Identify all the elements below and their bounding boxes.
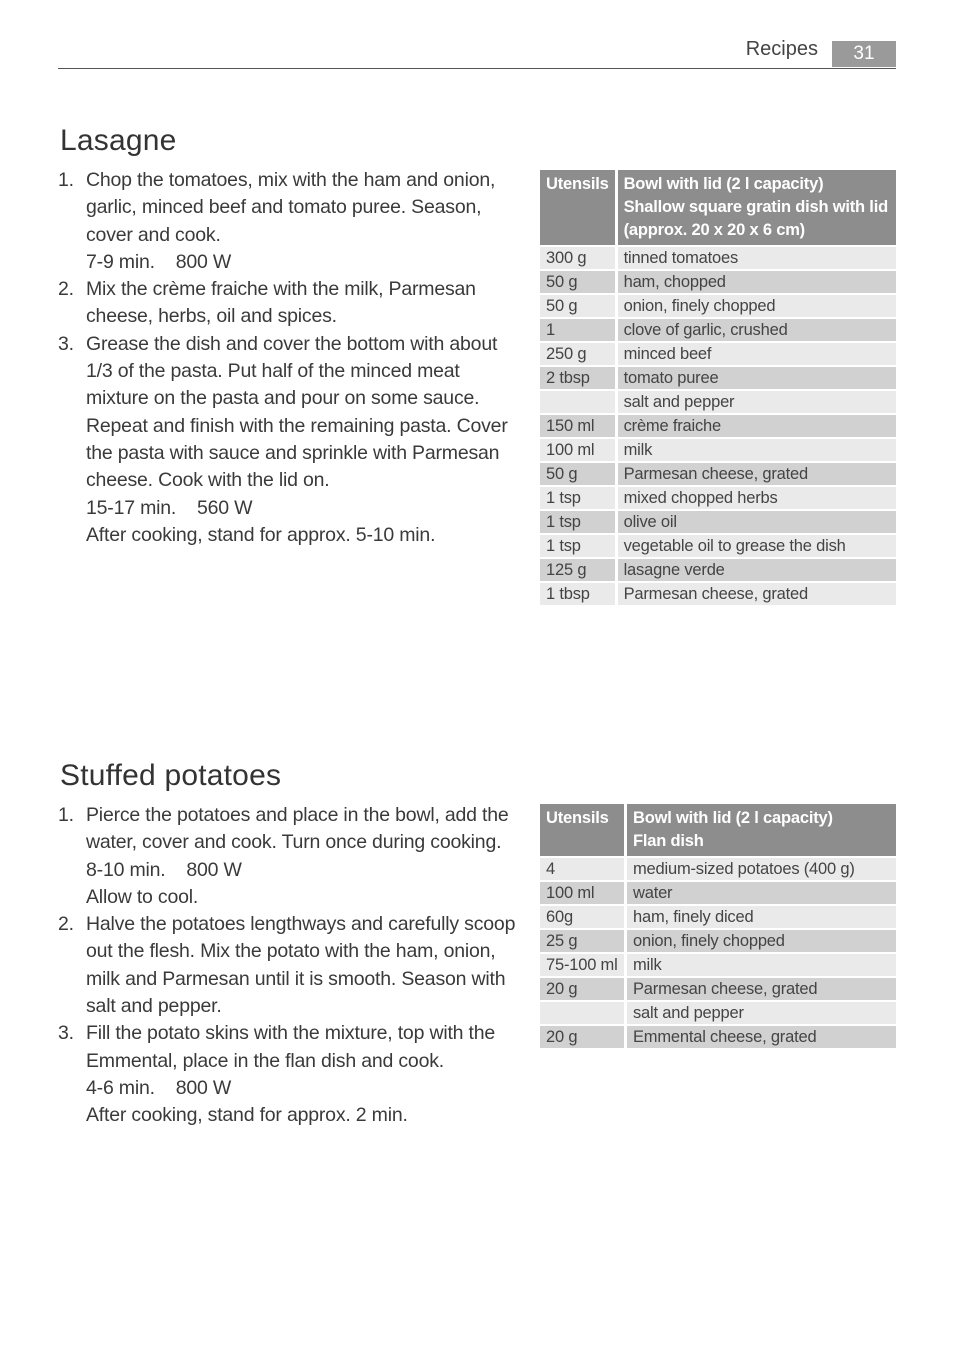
quantity: 1 tsp [540, 487, 618, 509]
quantity: 250 g [540, 343, 618, 365]
quantity: 20 g [540, 978, 627, 1000]
ingredient: Parmesan cheese, grated [618, 463, 896, 485]
table-row [540, 367, 896, 389]
table-row [540, 1026, 896, 1048]
table-row [540, 559, 896, 581]
utensil: Shallow square gratin dish with lid [623, 198, 888, 216]
ingredient: Parmesan cheese, grated [618, 583, 896, 605]
quantity: 2 tbsp [540, 367, 618, 389]
step-line: 1/3 of the pasta. Put half of the minced meat [86, 360, 460, 383]
quantity [540, 1002, 627, 1024]
quantity: 60g [540, 906, 627, 928]
table-row [540, 415, 896, 437]
table-row [540, 295, 896, 317]
table-row [540, 271, 896, 293]
table-row [540, 1002, 896, 1024]
utensil: Bowl with lid (2 l capacity) [633, 809, 833, 827]
ingredient: lasagne verde [618, 559, 896, 581]
quantity: 20 g [540, 1026, 627, 1048]
ingredient: crème fraiche [618, 415, 896, 437]
step-timing: 4-6 min. 800 W [86, 1076, 232, 1099]
step-line: garlic, minced beef and tomato puree. Season, [86, 196, 482, 219]
step-line: Halve the potatoes lengthways and carefully scoop [86, 913, 516, 936]
ingredient: onion, finely chopped [627, 930, 896, 952]
step-line: the pasta with sauce and sprinkle with Parmesan [86, 441, 500, 464]
step [58, 911, 520, 1020]
ingredient: vegetable oil to grease the dish [618, 535, 896, 557]
step-line: out the flesh. Mix the potato with the ham, onion, [86, 940, 496, 963]
quantity: 300 g [540, 247, 618, 269]
table-row [540, 247, 896, 269]
table-row [540, 535, 896, 557]
step-line: After cooking, stand for approx. 2 min. [86, 1104, 408, 1127]
ingredient: salt and pepper [627, 1002, 896, 1024]
step-timing: 8-10 min. 800 W [86, 858, 242, 881]
ingredient: tinned tomatoes [618, 247, 896, 269]
table-row [540, 906, 896, 928]
quantity: 25 g [540, 930, 627, 952]
step-line: After cooking, stand for approx. 5-10 min. [86, 523, 436, 546]
step-text [86, 167, 520, 276]
step-line: cheese. Cook with the lid on. [86, 469, 330, 492]
step [58, 1020, 520, 1129]
ingredient: Emmental cheese, grated [627, 1026, 896, 1048]
utensil: (approx. 20 x 20 x 6 cm) [623, 221, 805, 239]
header-rule [58, 68, 896, 69]
ingredient: ham, chopped [618, 271, 896, 293]
potatoes-ingredients-table [540, 802, 896, 1050]
table-row [540, 930, 896, 952]
step-number: 1. [58, 169, 74, 191]
table-header [540, 804, 896, 856]
table-row [540, 583, 896, 605]
ingredient: olive oil [618, 511, 896, 533]
step [58, 802, 520, 911]
section-title: Recipes [745, 38, 818, 60]
step-number: 2. [58, 278, 74, 301]
utensils-list [618, 170, 896, 245]
step-number: 1. [58, 804, 74, 826]
quantity: 100 ml [540, 882, 627, 904]
lasagne-ingredients-table [540, 168, 896, 607]
table-row [540, 343, 896, 365]
quantity: 150 ml [540, 415, 618, 437]
step-number: 3. [58, 1022, 74, 1045]
table-row [540, 391, 896, 413]
utensils-list [627, 804, 896, 856]
potatoes-steps [58, 802, 520, 1130]
table-row [540, 511, 896, 533]
quantity: 1 tsp [540, 511, 618, 533]
step-line: mixture on the pasta and pour on some sauce. [86, 387, 480, 410]
recipe-title-lasagne: Lasagne [60, 124, 177, 157]
quantity: 125 g [540, 559, 618, 581]
step-text [86, 802, 520, 911]
step-line: cheese, herbs, oil and spices. [86, 305, 337, 328]
quantity: 100 ml [540, 439, 618, 461]
table-row [540, 978, 896, 1000]
utensil: Flan dish [633, 832, 704, 850]
recipe-title-stuffed-potatoes: Stuffed potatoes [60, 759, 282, 792]
step-line: Fill the potato skins with the mixture, top with the [86, 1022, 496, 1045]
step-line: Pierce the potatoes and place in the bowl, add the [86, 804, 509, 826]
step [58, 167, 520, 276]
ingredient: mixed chopped herbs [618, 487, 896, 509]
step-number: 2. [58, 913, 74, 936]
ingredient: onion, finely chopped [618, 295, 896, 317]
page-number: 31 [832, 41, 896, 67]
step-line: milk and Parmesan until it is smooth. Season with [86, 967, 506, 990]
step-text [86, 911, 520, 1020]
step-line: water, cover and cook. Turn once during cooking. [86, 831, 502, 854]
lasagne-steps [58, 167, 520, 549]
table-row [540, 319, 896, 341]
ingredient: salt and pepper [618, 391, 896, 413]
ingredient: water [627, 882, 896, 904]
table-row [540, 439, 896, 461]
step-text [86, 1020, 520, 1129]
table-row [540, 882, 896, 904]
quantity: 4 [540, 858, 627, 880]
ingredient: milk [618, 439, 896, 461]
step-text [86, 276, 520, 331]
step-timing: 15-17 min. 560 W [86, 496, 253, 519]
step-line: Chop the tomatoes, mix with the ham and onion, [86, 169, 496, 191]
step-line: Repeat and finish with the remaining pasta. Cover [86, 414, 508, 437]
step-line: cover and cook. [86, 223, 221, 246]
utensils-label: Utensils [540, 170, 618, 245]
utensils-label: Utensils [540, 804, 627, 856]
quantity: 50 g [540, 463, 618, 485]
table-row [540, 463, 896, 485]
step-line: Mix the crème fraiche with the milk, Parmesan [86, 278, 476, 301]
ingredient: Parmesan cheese, grated [627, 978, 896, 1000]
table-row [540, 858, 896, 880]
quantity: 50 g [540, 271, 618, 293]
step-line: Emmental, place in the flan dish and cook. [86, 1049, 444, 1072]
step [58, 331, 520, 549]
table-row [540, 954, 896, 976]
step-line: salt and pepper. [86, 995, 222, 1018]
quantity [540, 391, 618, 413]
ingredient: minced beef [618, 343, 896, 365]
quantity: 1 tsp [540, 535, 618, 557]
step-number: 3. [58, 332, 74, 355]
step-line: Allow to cool. [86, 885, 199, 908]
ingredient: milk [627, 954, 896, 976]
step-timing: 7-9 min. 800 W [86, 250, 232, 273]
step-text [86, 331, 520, 549]
ingredient: ham, finely diced [627, 906, 896, 928]
quantity: 1 [540, 319, 618, 341]
utensil: Bowl with lid (2 l capacity) [623, 175, 824, 193]
step [58, 276, 520, 331]
table-row [540, 487, 896, 509]
step-line: Grease the dish and cover the bottom with about [86, 332, 498, 355]
quantity: 75-100 ml [540, 954, 627, 976]
ingredient: clove of garlic, crushed [618, 319, 896, 341]
ingredient: medium-sized potatoes (400 g) [627, 858, 896, 880]
quantity: 50 g [540, 295, 618, 317]
quantity: 1 tbsp [540, 583, 618, 605]
table-header [540, 170, 896, 245]
ingredient: tomato puree [618, 367, 896, 389]
